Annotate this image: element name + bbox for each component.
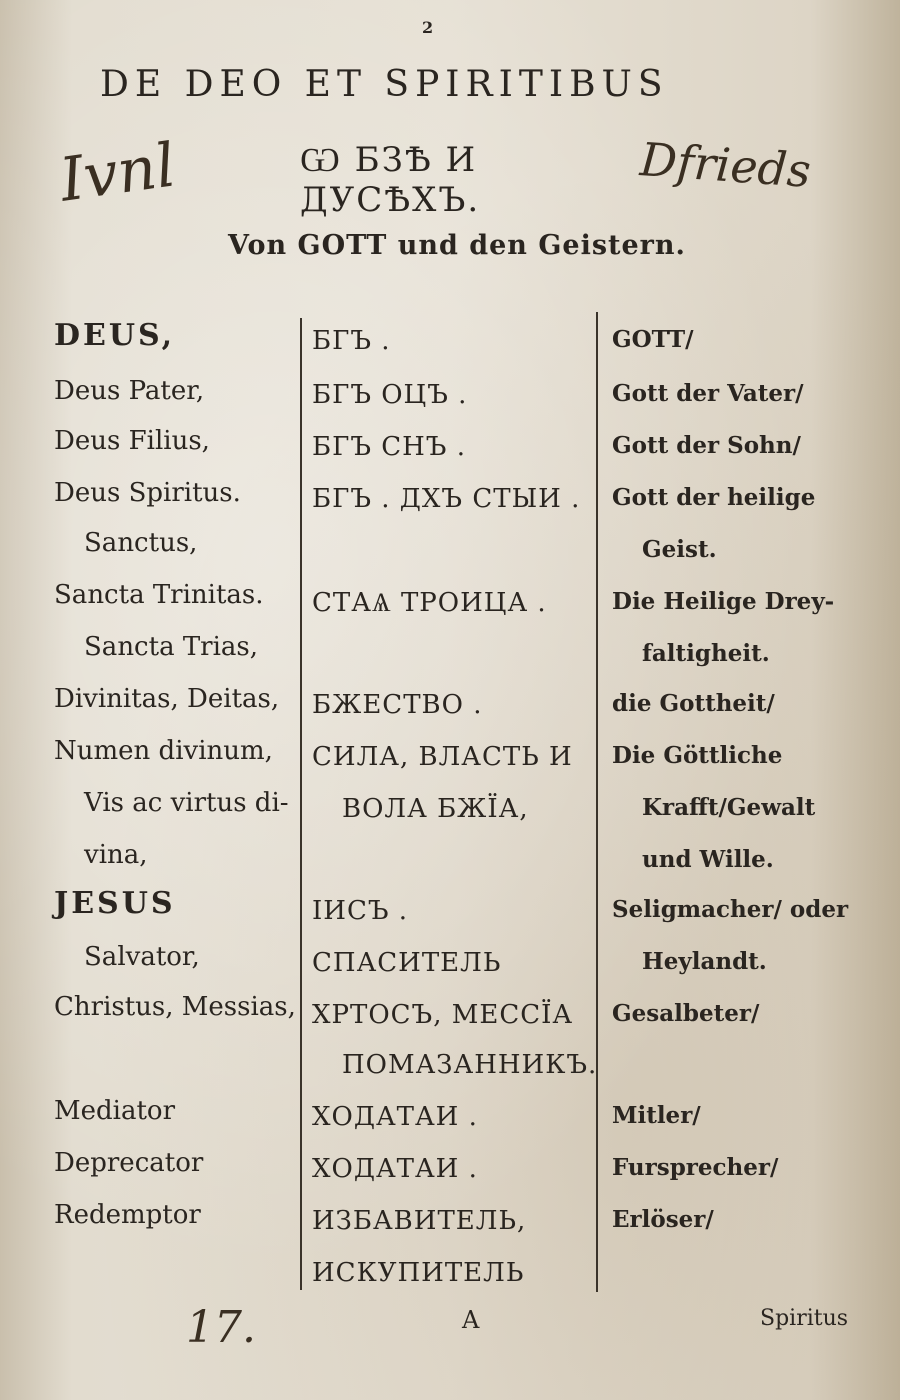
handwritten-note-right: Dfrieds bbox=[638, 132, 813, 198]
german-term: Gott der Vater/ bbox=[612, 380, 804, 407]
latin-term: JESUS bbox=[54, 886, 176, 921]
german-term: GOTT/ bbox=[612, 326, 694, 353]
catchword: Spiritus bbox=[760, 1306, 849, 1331]
slavonic-term: СИЛА, ВЛАСТЬ И bbox=[312, 742, 573, 772]
slavonic-term: ХРТОСЪ, МЕССЇА bbox=[312, 1000, 574, 1030]
slavonic-term: ИЗБАВИТЕЛЬ, bbox=[312, 1206, 527, 1236]
slavonic-term: БГЪ СНЪ . bbox=[312, 432, 466, 462]
slavonic-term: ХОДАТАИ . bbox=[312, 1154, 478, 1184]
german-term: die Gottheit/ bbox=[612, 690, 775, 717]
signature-mark: A bbox=[462, 1306, 480, 1334]
latin-term: Sancta Trinitas. bbox=[54, 580, 264, 610]
german-term: und Wille. bbox=[642, 846, 774, 873]
latin-term: Deus Spiritus. bbox=[54, 478, 241, 508]
german-term: Geist. bbox=[642, 536, 717, 563]
slavonic-term: ІИСЪ . bbox=[312, 896, 409, 926]
german-term: faltigheit. bbox=[642, 640, 770, 667]
title-slavonic: Ѡ БЗѢ И ДУСѢХЪ. bbox=[300, 140, 481, 220]
slavonic-term: ВОЛА БЖЇА, bbox=[342, 794, 529, 824]
german-term: Seligmacher/ oder bbox=[612, 896, 849, 923]
latin-term: Christus, Messias, bbox=[54, 992, 296, 1022]
slavonic-term: БГЪ . bbox=[312, 326, 391, 356]
title-latin: DE DEO ET SPIRITIBUS bbox=[100, 64, 669, 105]
slavonic-term: ХОДАТАИ . bbox=[312, 1102, 478, 1132]
latin-term: DEUS, bbox=[54, 318, 176, 353]
latin-term: Sancta Trias, bbox=[84, 632, 259, 662]
slavonic-term: ПОМАЗАННИКЪ. bbox=[342, 1050, 598, 1080]
latin-term: Deus Pater, bbox=[54, 376, 205, 406]
handwritten-note-left: Ivnl bbox=[55, 130, 180, 216]
latin-term: vina, bbox=[84, 840, 148, 870]
latin-term: Deprecator bbox=[54, 1148, 204, 1178]
slavonic-term: СПАСИТЕЛЬ bbox=[312, 948, 502, 978]
latin-term: Divinitas, Deitas, bbox=[54, 684, 280, 714]
latin-term: Mediator bbox=[54, 1096, 175, 1126]
german-term: Gott der heilige bbox=[612, 484, 816, 511]
german-term: Fursprecher/ bbox=[612, 1154, 779, 1181]
title-german: Von GOTT und den Geistern. bbox=[228, 230, 686, 261]
german-term: Heylandt. bbox=[642, 948, 767, 975]
slavonic-term: БГЪ ОЦЪ . bbox=[312, 380, 468, 410]
german-term: Die Göttliche bbox=[612, 742, 783, 769]
german-term: Krafft/Gewalt bbox=[642, 794, 816, 821]
latin-term: Vis ac virtus di- bbox=[84, 788, 289, 818]
german-term: Erlöser/ bbox=[612, 1206, 714, 1233]
slavonic-term: БЖЕСТВО . bbox=[312, 690, 483, 720]
latin-term: Numen divinum, bbox=[54, 736, 273, 766]
german-term: Mitler/ bbox=[612, 1102, 701, 1129]
latin-term: Salvator, bbox=[84, 942, 200, 972]
handwritten-page-number: 17. bbox=[186, 1302, 256, 1353]
column-rule-left bbox=[300, 318, 302, 1290]
column-rule-right bbox=[596, 312, 598, 1292]
german-term: Gesalbeter/ bbox=[612, 1000, 760, 1027]
latin-term: Sanctus, bbox=[84, 528, 198, 558]
german-term: Die Heilige Drey- bbox=[612, 588, 835, 615]
slavonic-term: БГЪ . ДХЪ СТЫИ . bbox=[312, 484, 581, 514]
slavonic-term: ИСКУПИТЕЛЬ bbox=[312, 1258, 525, 1288]
latin-term: Deus Filius, bbox=[54, 426, 210, 456]
german-term: Gott der Sohn/ bbox=[612, 432, 801, 459]
page-mark: 2 bbox=[422, 18, 434, 37]
slavonic-term: СТАѦ ТРОИЦА . bbox=[312, 588, 547, 618]
latin-term: Redemptor bbox=[54, 1200, 201, 1230]
